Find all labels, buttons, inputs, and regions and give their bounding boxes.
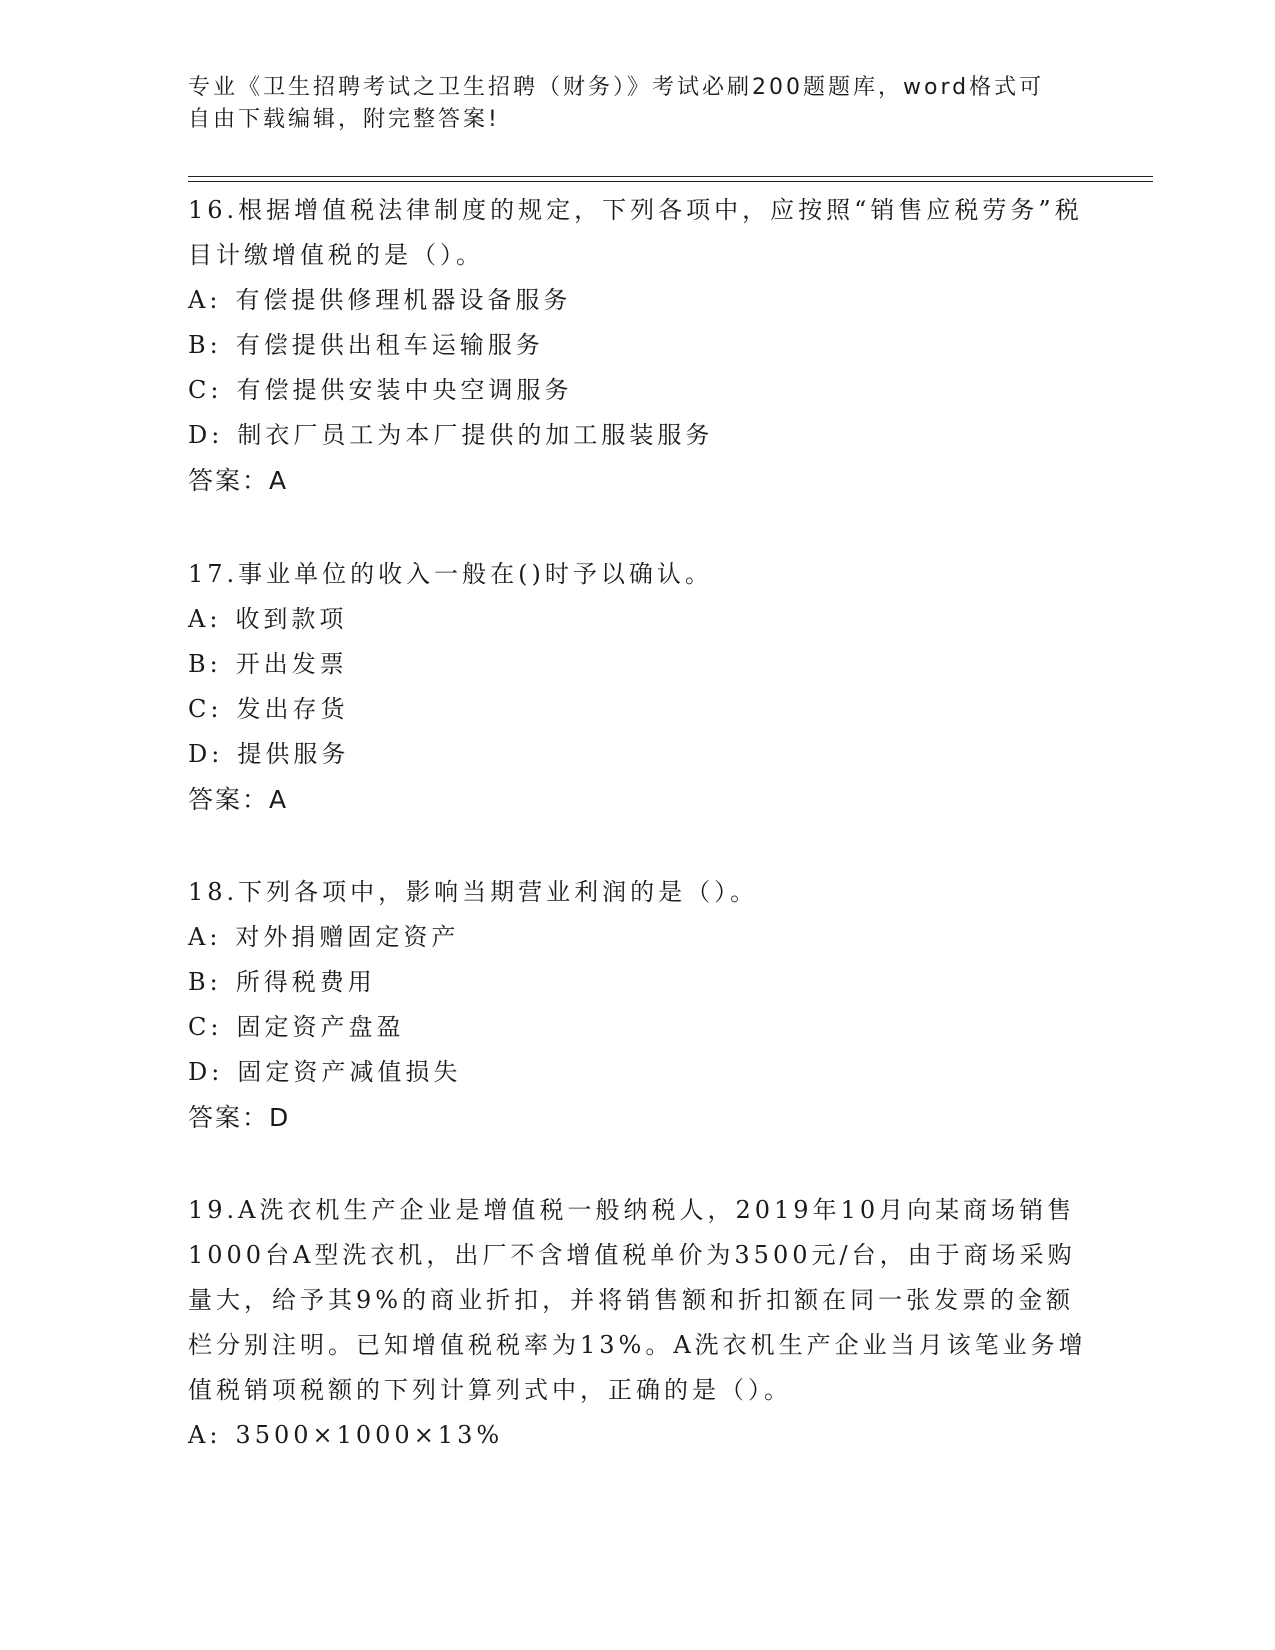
question-16 (188, 188, 1088, 503)
option-letter: A: (188, 605, 222, 633)
option-letter: A: (188, 1421, 222, 1449)
option-b (188, 960, 1088, 1005)
option-letter: C: (188, 695, 223, 723)
option-text: 固定资产减值损失 (237, 1058, 462, 1086)
option-text: 开出发票 (235, 650, 348, 678)
option-c (188, 368, 1088, 413)
option-text: 制衣厂员工为本厂提供的加工服装服务 (237, 421, 714, 449)
option-b (188, 323, 1088, 368)
header-divider-top (188, 176, 1153, 177)
answer-line: 答案：D (188, 1103, 291, 1132)
option-letter: B: (188, 331, 222, 359)
option-d (188, 1050, 1088, 1095)
option-a (188, 1413, 1088, 1458)
option-text: 有偿提供修理机器设备服务 (235, 286, 572, 314)
option-letter: D: (188, 421, 224, 449)
option-text: 提供服务 (237, 740, 350, 768)
question-stem: 17.事业单位的收入一般在()时予以确认。 (188, 560, 713, 588)
option-letter: C: (188, 376, 223, 404)
question-stem: 18.下列各项中，影响当期营业利润的是（）。 (188, 878, 759, 906)
question-19 (188, 1188, 1088, 1458)
option-a (188, 597, 1088, 642)
option-text: 发出存货 (236, 695, 349, 723)
option-letter: C: (188, 1013, 223, 1041)
option-a (188, 278, 1088, 323)
document-header: 专业《卫生招聘考试之卫生招聘（财务）》考试必刷200题题库，word格式可自由下载编辑，附完整答案! (188, 75, 1045, 132)
option-a (188, 915, 1088, 960)
answer-line: 答案：A (188, 785, 289, 814)
question-stem: 19.A洗衣机生产企业是增值税一般纳税人，2019年10月向某商场销售1000台A型洗衣机，出厂不含增值税单价为3500元/台，由于商场采购量大，给予其9%的商业折扣，并将销售额和折扣额在同一张发票的金额栏分别注明。已知增值税税率为13%。A洗衣机生产企业当月该笔业务增值税销项税额的下列计算列式中，正确的是（）。 (188, 1196, 1087, 1404)
option-text: 有偿提供出租车运输服务 (235, 331, 544, 359)
option-text: 所得税费用 (235, 968, 376, 996)
header-divider-bottom (188, 181, 1153, 182)
option-b (188, 642, 1088, 687)
option-letter: B: (188, 650, 222, 678)
option-c (188, 1005, 1088, 1050)
question-18 (188, 870, 1088, 1140)
option-text: 有偿提供安装中央空调服务 (236, 376, 573, 404)
option-text: 固定资产盘盈 (236, 1013, 405, 1041)
option-letter: A: (188, 286, 222, 314)
option-letter: D: (188, 1058, 224, 1086)
option-d (188, 732, 1088, 777)
option-letter: D: (188, 740, 224, 768)
option-text: 对外捐赠固定资产 (235, 923, 460, 951)
answer-line: 答案：A (188, 466, 289, 495)
question-stem: 16.根据增值税法律制度的规定，下列各项中，应按照“销售应税劳务”税目计缴增值税的是（）。 (188, 196, 1083, 269)
option-letter: B: (188, 968, 222, 996)
option-letter: A: (188, 923, 222, 951)
question-17 (188, 552, 1088, 822)
option-d (188, 413, 1088, 458)
option-c (188, 687, 1088, 732)
option-text: 3500×1000×13% (235, 1421, 504, 1449)
option-text: 收到款项 (235, 605, 348, 633)
